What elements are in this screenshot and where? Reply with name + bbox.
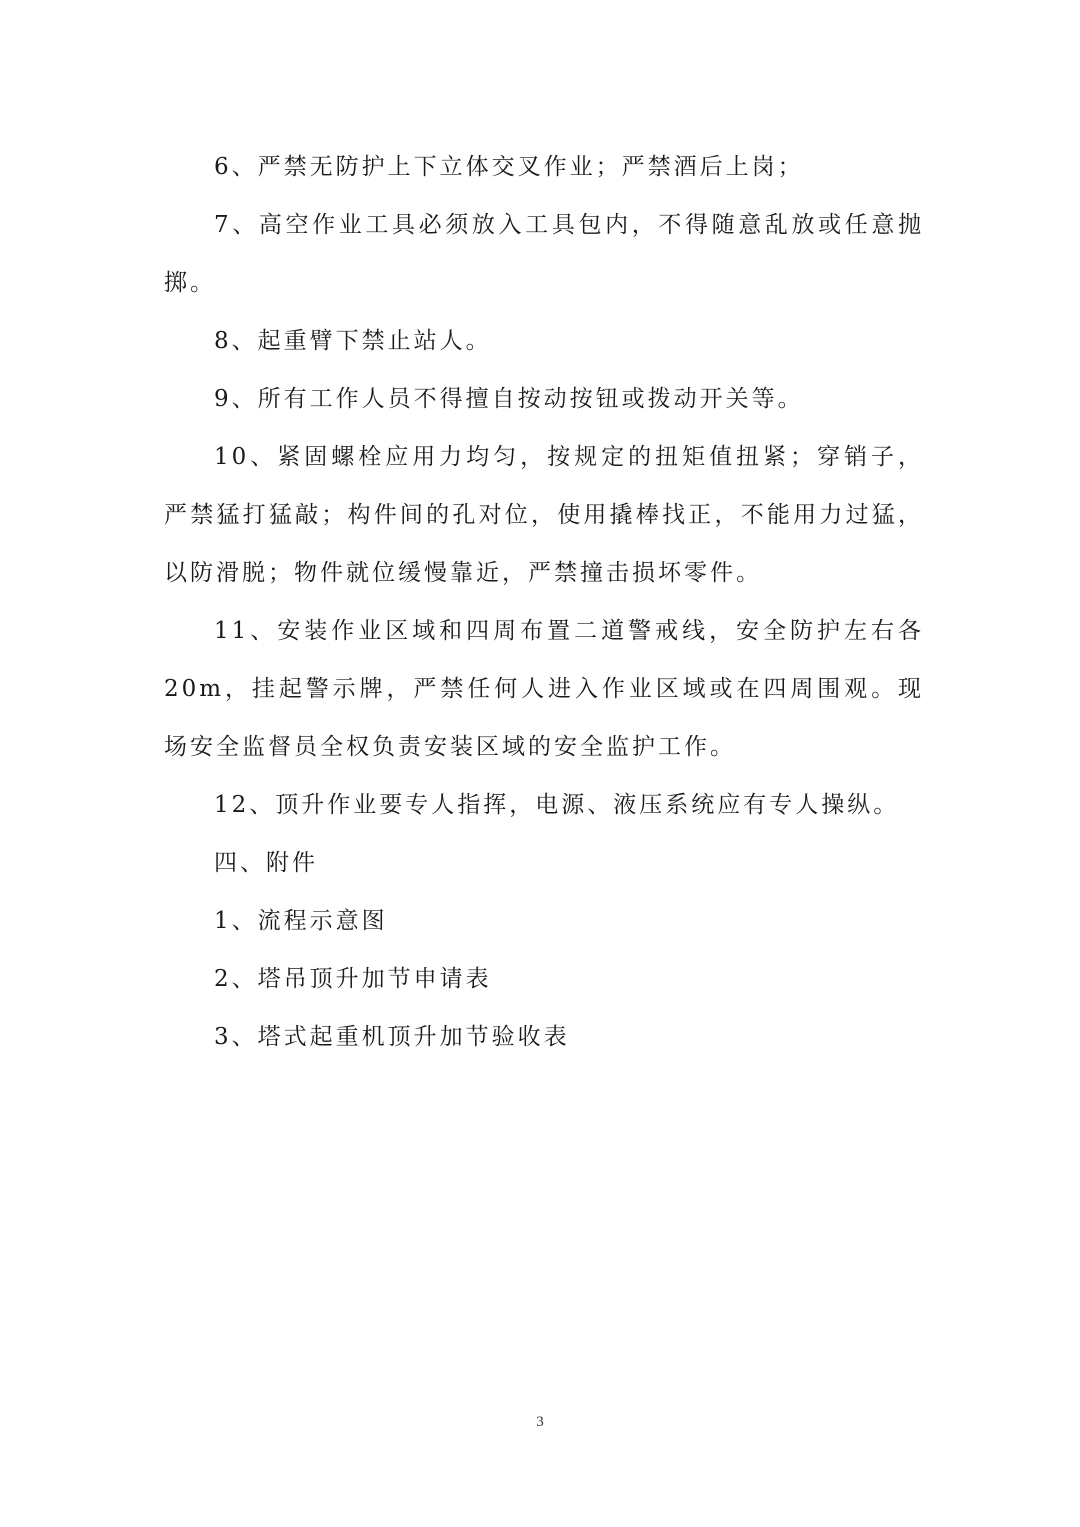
attachment-item-2: 2、塔吊顶升加节申请表 bbox=[214, 966, 492, 992]
paragraph-item-11: 11、安装作业区域和四周布置二道警戒线，安全防护左右各20m，挂起警示牌，严禁任何人进入作业区域或在四周围观。现场安全监督员全权负责安装区域的安全监护工作。 bbox=[164, 618, 924, 760]
paragraph-item-6: 6、严禁无防护上下立体交叉作业；严禁酒后上岗； bbox=[214, 154, 804, 180]
document-body bbox=[164, 138, 924, 1066]
attachment-item-1: 1、流程示意图 bbox=[214, 908, 388, 934]
paragraph-item-12: 12、顶升作业要专人指挥，电源、液压系统应有专人操纵。 bbox=[214, 792, 900, 818]
attachment-item-3: 3、塔式起重机顶升加节验收表 bbox=[214, 1024, 570, 1050]
section-heading-attachments: 四、附件 bbox=[214, 850, 318, 876]
page-number: 3 bbox=[536, 1414, 544, 1430]
paragraph-item-7: 7、高空作业工具必须放入工具包内，不得随意乱放或任意抛掷。 bbox=[164, 212, 924, 296]
paragraph-item-8: 8、起重臂下禁止站人。 bbox=[214, 328, 492, 354]
paragraph-item-10: 10、紧固螺栓应用力均匀，按规定的扭矩值扭紧；穿销子，严禁猛打猛敲；构件间的孔对位，使用撬棒找正，不能用力过猛，以防滑脱；物件就位缓慢靠近，严禁撞击损坏零件。 bbox=[164, 444, 924, 586]
paragraph-item-9: 9、所有工作人员不得擅自按动按钮或拨动开关等。 bbox=[214, 386, 804, 412]
